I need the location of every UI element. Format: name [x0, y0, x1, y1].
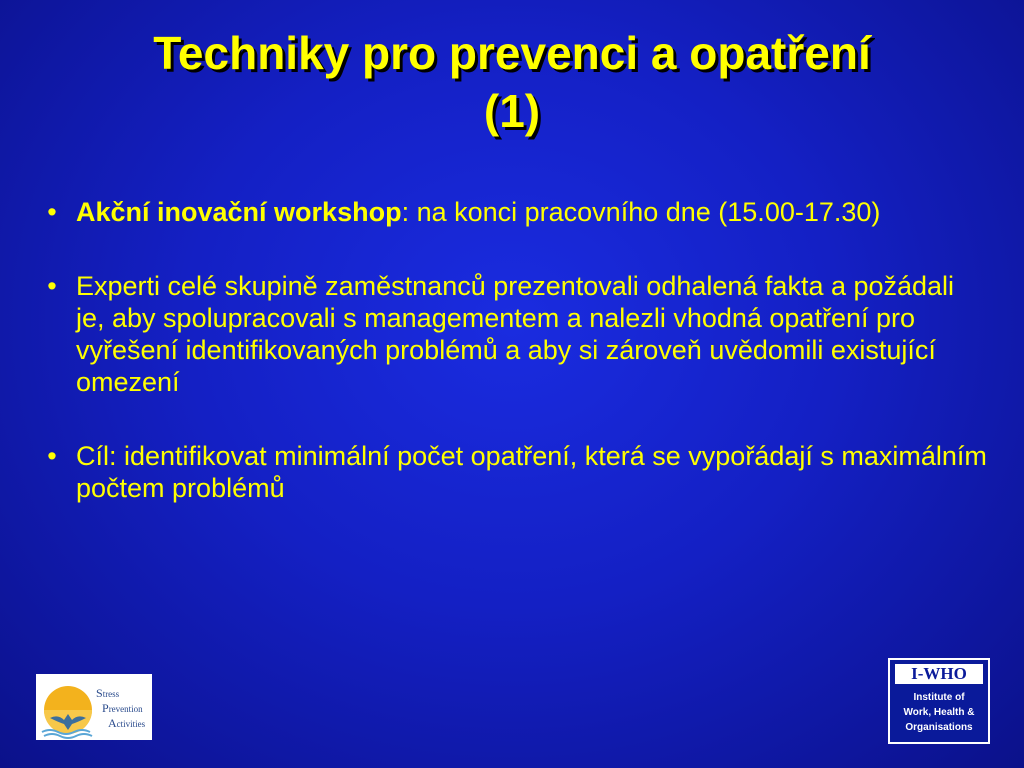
- iwho-subtitle: [890, 690, 988, 735]
- bullet-marker: •: [47, 441, 57, 471]
- spa-logo-text: [96, 686, 145, 731]
- spa-word-prevention: revention: [108, 704, 143, 714]
- bullet-list: [28, 196, 988, 546]
- bullet-text: [76, 196, 988, 228]
- bullet-marker: •: [47, 197, 57, 227]
- bullet-marker: •: [47, 271, 57, 301]
- iwho-line-3: Organisations: [905, 722, 973, 733]
- bullet-body: : na konci pracovního dne (15.00-17.30): [401, 197, 881, 227]
- spa-letter-a: A: [108, 716, 117, 730]
- title-line-1: Techniky pro prevenci a opatření: [153, 27, 871, 79]
- iwho-logo: [888, 658, 990, 744]
- spa-word-activities: ctivities: [116, 719, 146, 729]
- bullet-text: Cíl: identifikovat minimální počet opatření, která se vypořádají s maximálním počtem problémů: [76, 441, 987, 503]
- bullet-bold-label: Akční inovační workshop: [76, 197, 402, 227]
- iwho-line-1: Institute of: [913, 692, 965, 703]
- spa-letter-p: P: [102, 701, 109, 715]
- spa-word-stress: tress: [102, 689, 120, 699]
- iwho-line-2: Work, Health &: [903, 707, 975, 718]
- spa-logo: [36, 674, 152, 740]
- title-line-2: (1): [483, 85, 541, 137]
- slide-title: [0, 24, 1024, 140]
- bullet-item: [28, 196, 988, 228]
- bullet-item: [28, 440, 988, 504]
- iwho-title: I-WHO: [894, 663, 984, 685]
- bullet-item: [28, 270, 988, 398]
- bullet-text: Experti celé skupině zaměstnanců prezentovali odhalená fakta a požádali je, aby spolupracovali s managementem a nalezli vhodná opatření pro vyřešení identifikovaných problémů a aby si zároveň uvědomili existující omezení: [76, 271, 955, 397]
- spa-letter-s: S: [96, 686, 103, 700]
